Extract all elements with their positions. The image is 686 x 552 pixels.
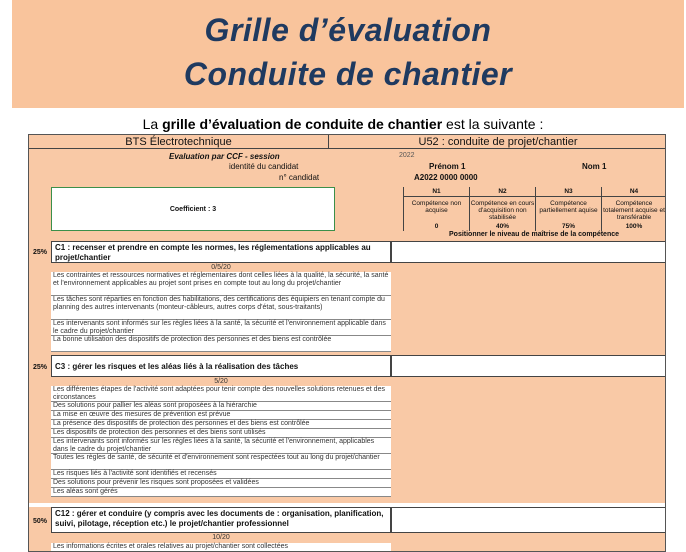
level-n1 [403,187,469,231]
level-n4 [601,187,666,231]
level-desc: Compétence totalement acquise et transférable [603,200,665,221]
level-n2 [469,187,535,231]
title-banner [12,0,684,108]
level-n3 [535,187,601,231]
criterion-item: Les différentes étapes de l'activité sont adaptées pour tenir compte des nouvelles solutions retenues et des circonstances [51,386,391,402]
level-desc: Compétence en cours d'acquisition non stabilisée [470,200,535,221]
intro-bold: grille d’évaluation de conduite de chantier [162,116,443,132]
candidate-lastname: Nom 1 [582,162,607,171]
eval-mode-label: Evaluation par CCF - session [169,152,280,161]
section-c3-note: 5/20 [214,378,228,385]
candidate-number: A2022 0000 0000 [414,173,478,182]
section-c12-level-grid[interactable] [391,507,666,533]
section-c1-note: 0/5/20 [211,264,231,271]
section-c12-note: 10/20 [212,534,230,541]
criterion-item: La bonne utilisation des dispositifs de protection des personnes et des biens est contrôlée [51,336,391,352]
level-code: N2 [470,187,535,197]
criterion-item: Les dispositifs de protection des personnes et des biens sont utilisés [51,429,391,438]
candidate-firstname: Prénom 1 [429,162,466,171]
section-c3-level-grid[interactable] [391,355,666,377]
section-weight: 50% [32,518,47,525]
criterion-item: Les aléas sont gérés [51,488,391,497]
criterion-item: Toutes les règles de santé, de sécurité et d'environnement sont respectées tout au long du projet/chantier [51,454,391,470]
section-c3-title: C3 : gérer les risques et les aléas liés à la réalisation des tâches [51,355,391,377]
level-code: N3 [536,187,601,197]
intro-prefix: La [142,116,163,132]
section-c1-level-grid[interactable] [391,241,666,263]
section-weight: 25% [32,364,47,371]
candidate-number-label: n° candidat [279,173,320,182]
criterion-item: Les informations écrites et orales relatives au projet/chantier sont collectées [51,543,391,552]
criterion-item: La mise en œuvre des mesures de prévention est prévue [51,411,391,420]
criterion-item: Les intervenants sont informés sur les règles liées à la santé, la sécurité et l'environnement, applicables dans le cadre du projet/chantier [51,438,391,454]
header-diploma: BTS Électrotechnique [29,135,329,149]
header-unit: U52 : conduite de projet/chantier [329,135,666,149]
position-note: Positionner le niveau de maîtrise de la compétence [449,231,620,238]
criterion-item: Les risques liés à l'activité sont identifiés et recensés [51,470,391,479]
criterion-item: Des solutions pour prévenir les risques sont proposées et validées [51,479,391,488]
coefficient-cell: Coefficient : 3 [51,187,335,231]
intro-sentence [0,116,686,132]
level-pct: 100% [625,223,643,230]
criterion-item: La présence des dispositifs de protection des personnes et des biens est contrôlée [51,420,391,429]
intro-suffix: est la suivante : [442,116,544,132]
level-pct: 40% [495,223,509,230]
evaluation-grid-sheet [28,134,666,552]
banner-title-line-2: Conduite de chantier [183,56,513,92]
level-desc: Compétence partiellement aquise [539,200,598,214]
level-code: N4 [602,187,666,197]
criterion-item: Les contraintes et ressources normatives et réglementaires dont celles liées à la qualité, la sécurité, la santé et l'environnement applicables au projet sont prises en compte tout au long du projet/chantier [51,272,391,296]
criterion-item: Les intervenants sont informés sur les règles liées à la santé, la sécurité et l'environnement applicable dans le cadre du projet/chantier [51,320,391,336]
criterion-item: Les tâches sont réparties en fonction des habilitations, des certifications des équipiers en tenant compte du planning des autres intervenants (monteur-câbleurs, autres corps d'état, sous-traitants) [51,296,391,320]
section-c1-title: C1 : recenser et prendre en compte les normes, les réglementations applicables au projet/chantier [51,241,391,263]
candidate-identity-label: identité du candidat [229,162,299,171]
section-c12-title: C12 : gérer et conduire (y compris avec les documents de : organisation, planification, suivi, pilotage, réception etc.) le projet/chantier professionnel [51,507,391,533]
criterion-item: Des solutions pour pallier les aléas sont proposées à la hiérarchie [51,402,391,411]
session-year: 2022 [399,152,415,159]
section-weight: 25% [32,249,47,256]
level-pct: 75% [561,223,575,230]
level-pct: 0 [434,223,439,230]
level-code: N1 [404,187,469,197]
banner-title-line-1: Grille d’évaluation [204,12,492,48]
level-desc: Compétence non acquise [411,200,462,214]
candidate-identity-block [29,149,666,187]
